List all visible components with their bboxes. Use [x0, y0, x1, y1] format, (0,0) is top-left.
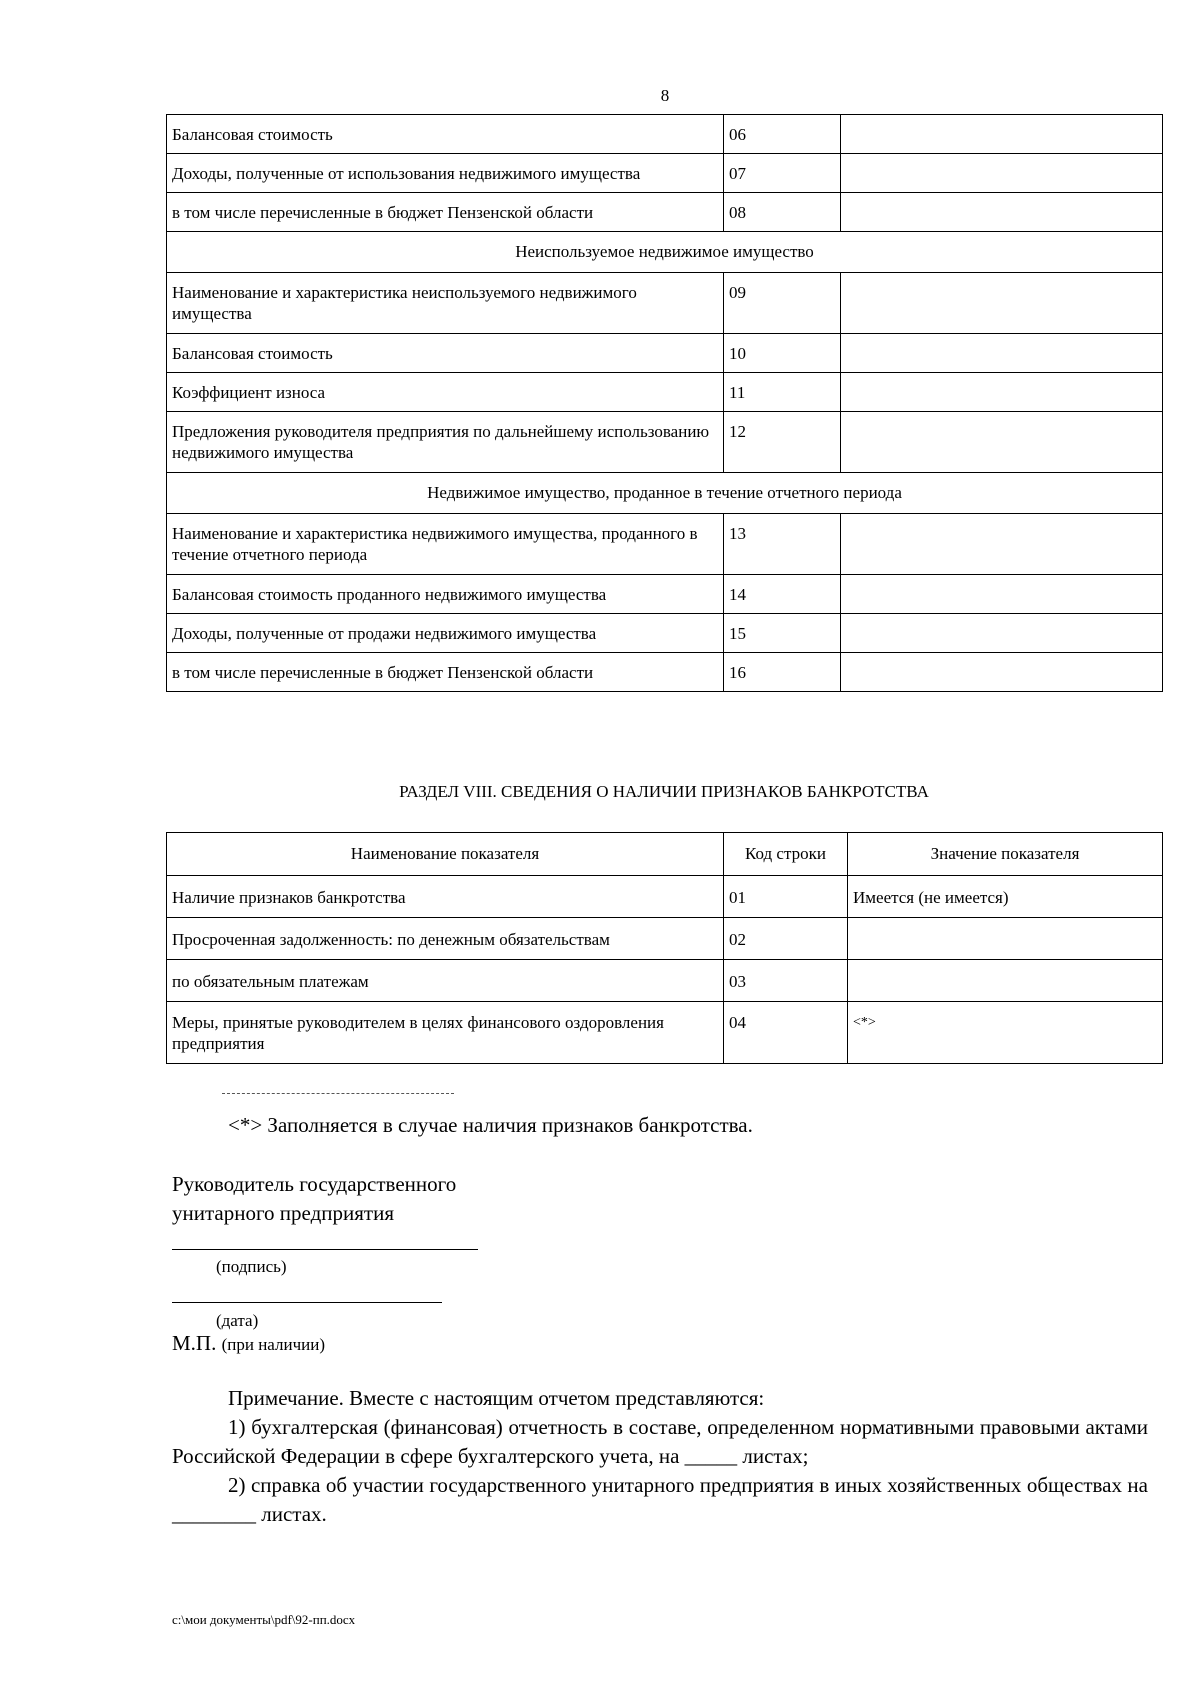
- note-item-1: 1) бухгалтерская (финансовая) отчетность в составе, определенном нормативными правовыми актами Российской Федерации в сфере бухгалтерского учета, на _____ листах;: [172, 1415, 1148, 1468]
- bankruptcy-table: [166, 832, 1163, 1064]
- table-row: [167, 412, 1163, 473]
- header-indicator-name: Наименование показателя: [167, 833, 724, 876]
- row-code-cell: 04: [724, 1002, 848, 1064]
- table-row: [167, 653, 1163, 692]
- row-code-cell: 01: [724, 876, 848, 918]
- row-name-cell: Балансовая стоимость: [167, 334, 724, 373]
- row-value-cell: [841, 154, 1163, 193]
- row-name-cell: Меры, принятые руководителем в целях финансового оздоровления предприятия: [167, 1002, 724, 1064]
- row-value-cell: [841, 614, 1163, 653]
- row-code-cell: 10: [724, 334, 841, 373]
- row-name-cell: по обязательным платежам: [167, 960, 724, 1002]
- row-code-cell: 13: [724, 514, 841, 575]
- table-row: [167, 193, 1163, 232]
- row-name-cell: Балансовая стоимость проданного недвижимого имущества: [167, 575, 724, 614]
- signature-title-line2: унитарного предприятия: [172, 1201, 394, 1225]
- note-item-2: 2) справка об участии государственного унитарного предприятия в иных хозяйственных обществах на ________ листах.: [172, 1473, 1148, 1526]
- section-viii-title: РАЗДЕЛ VIII. СВЕДЕНИЯ О НАЛИЧИИ ПРИЗНАКОВ БАНКРОТСТВА: [399, 782, 929, 801]
- row-value-cell: [841, 373, 1163, 412]
- table-row: [167, 876, 1163, 918]
- row-name-cell: Наименование и характеристика неиспользуемого недвижимого имущества: [167, 273, 724, 334]
- row-name-cell: Предложения руководителя предприятия по дальнейшему использованию недвижимого имущества: [167, 412, 724, 473]
- stamp-line: [172, 1329, 325, 1359]
- row-name-cell: в том числе перечисленные в бюджет Пензенской области: [167, 653, 724, 692]
- row-name-cell: в том числе перечисленные в бюджет Пензенской области: [167, 193, 724, 232]
- row-code-cell: 03: [724, 960, 848, 1002]
- row-code-cell: 14: [724, 575, 841, 614]
- row-code-cell: 09: [724, 273, 841, 334]
- stamp-prefix: М.П.: [172, 1331, 217, 1355]
- property-table: [166, 114, 1163, 692]
- signature-title-line1: Руководитель государственного: [172, 1172, 457, 1196]
- table-row: [167, 918, 1163, 960]
- row-code-cell: 06: [724, 115, 841, 154]
- note-block: [172, 1384, 1148, 1529]
- row-name-cell: Просроченная задолженность: по денежным обязательствам: [167, 918, 724, 960]
- section-heading-cell: Недвижимое имущество, проданное в течение отчетного периода: [167, 473, 1163, 514]
- footer-file-path: c:\мои документы\pdf\92-пп.docx: [172, 1612, 356, 1627]
- row-name-cell: Балансовая стоимость: [167, 115, 724, 154]
- row-name-cell: Наличие признаков банкротства: [167, 876, 724, 918]
- table-header-row: [167, 833, 1163, 876]
- row-name-cell: Доходы, полученные от продажи недвижимого имущества: [167, 614, 724, 653]
- stamp-note: (при наличии): [221, 1335, 325, 1354]
- signature-line: [172, 1249, 478, 1250]
- row-value-cell: Имеется (не имеется): [848, 876, 1163, 918]
- table-row: [167, 373, 1163, 412]
- row-value-cell: [841, 412, 1163, 473]
- row-value-cell: [841, 334, 1163, 373]
- row-value-cell: [841, 193, 1163, 232]
- row-code-cell: 02: [724, 918, 848, 960]
- row-code-cell: 07: [724, 154, 841, 193]
- table-row: [167, 960, 1163, 1002]
- header-line-code: Код строки: [724, 833, 848, 876]
- row-code-cell: 12: [724, 412, 841, 473]
- section-heading-cell: Неиспользуемое недвижимое имущество: [167, 232, 1163, 273]
- page-number: 8: [660, 86, 670, 105]
- row-name-cell: Наименование и характеристика недвижимого имущества, проданного в течение отчетного периода: [167, 514, 724, 575]
- row-value-cell: [841, 653, 1163, 692]
- note-intro: Примечание. Вместе с настоящим отчетом представляются:: [228, 1386, 765, 1410]
- section-row: [167, 473, 1163, 514]
- table-row: [167, 614, 1163, 653]
- header-indicator-value: Значение показателя: [848, 833, 1163, 876]
- row-name-cell: Коэффициент износа: [167, 373, 724, 412]
- table-row: [167, 154, 1163, 193]
- table-row: [167, 575, 1163, 614]
- row-code-cell: 16: [724, 653, 841, 692]
- footnote-separator: [222, 1093, 454, 1094]
- table-row: [167, 115, 1163, 154]
- row-value-cell: [841, 273, 1163, 334]
- row-value-cell: [848, 918, 1163, 960]
- row-value-cell: <*>: [848, 1002, 1163, 1064]
- date-label: (дата): [216, 1311, 259, 1330]
- table-row: [167, 273, 1163, 334]
- date-line: [172, 1302, 442, 1303]
- row-value-cell: [841, 575, 1163, 614]
- table-row: [167, 334, 1163, 373]
- row-code-cell: 15: [724, 614, 841, 653]
- row-code-cell: 08: [724, 193, 841, 232]
- section-row: [167, 232, 1163, 273]
- row-code-cell: 11: [724, 373, 841, 412]
- signature-label: (подпись): [216, 1257, 287, 1276]
- table-row: [167, 1002, 1163, 1064]
- row-name-cell: Доходы, полученные от использования недвижимого имущества: [167, 154, 724, 193]
- row-value-cell: [841, 115, 1163, 154]
- row-value-cell: [841, 514, 1163, 575]
- row-value-cell: [848, 960, 1163, 1002]
- table-row: [167, 514, 1163, 575]
- footnote-text: <*> Заполняется в случае наличия признаков банкротства.: [228, 1113, 753, 1137]
